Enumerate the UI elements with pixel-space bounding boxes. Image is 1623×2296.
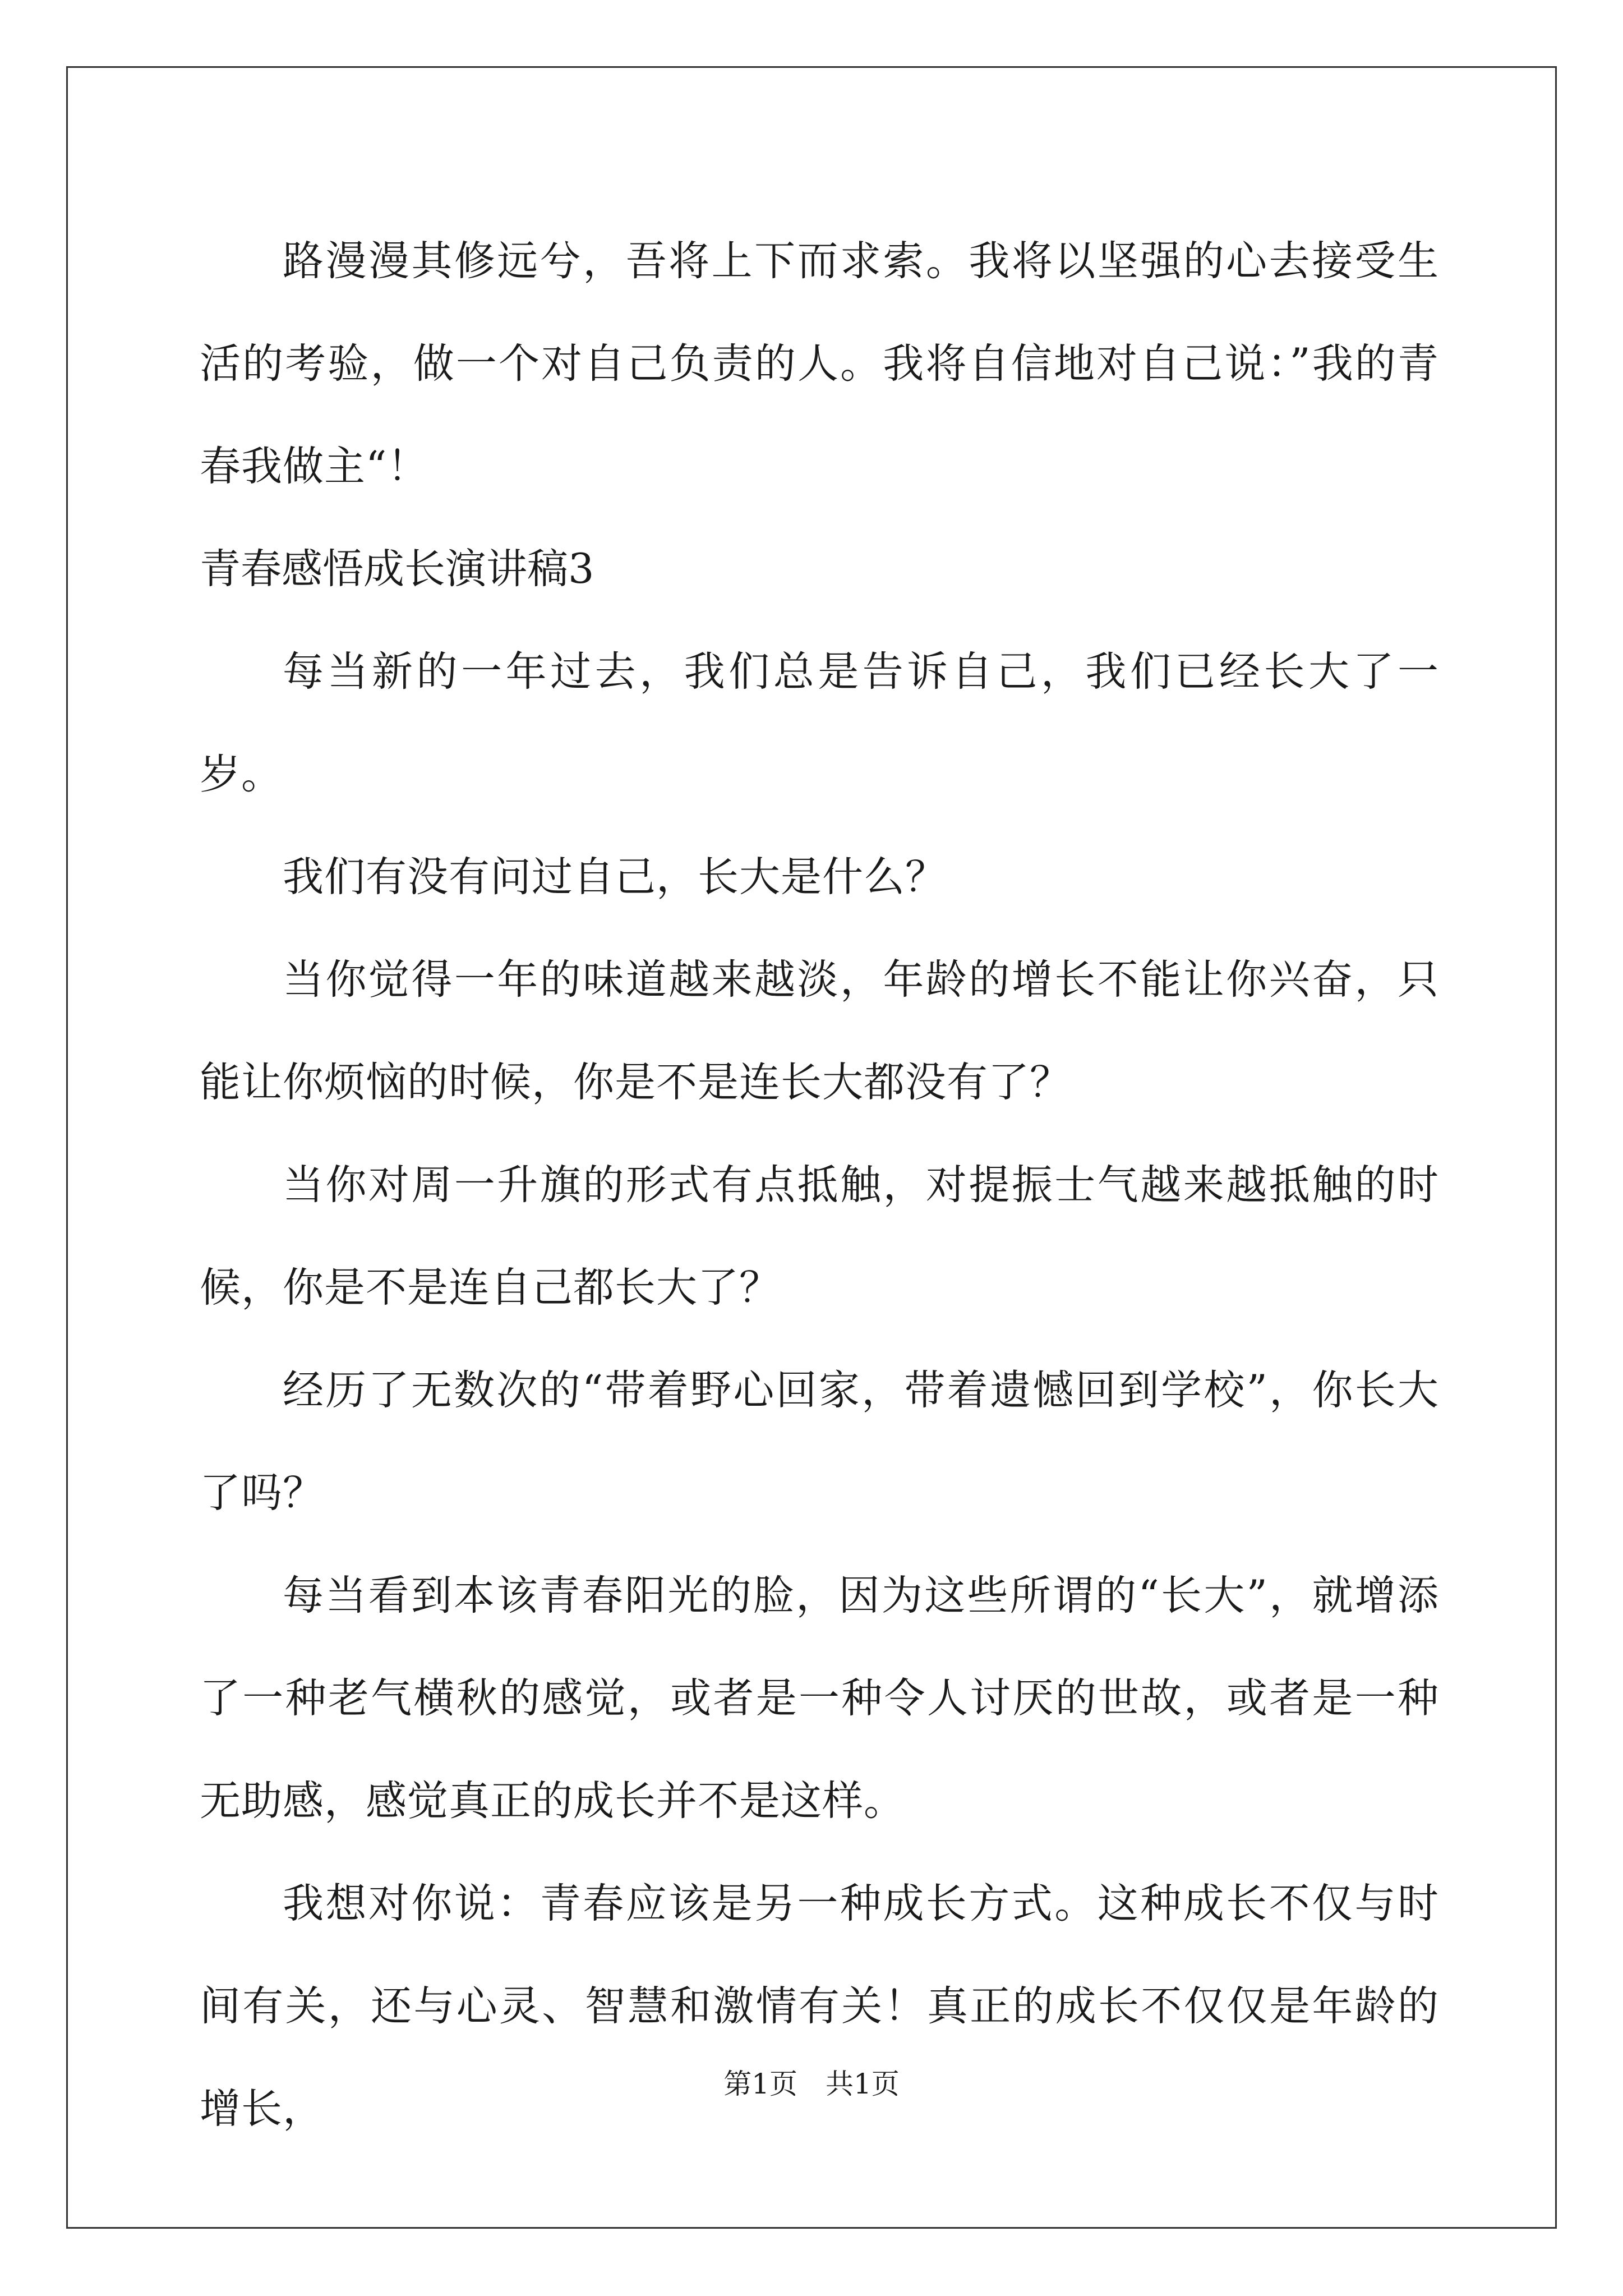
section-heading: 青春感悟成长演讲稿3 [200,545,594,593]
paragraph: 我们有没有问过自己，长大是什么？ [283,853,947,901]
page-total: 共1页 [826,2068,900,2100]
paragraph: 当你对周一升旗的形式有点抵触，对提振士气越来越抵触的时候，你是不是连自己都长大了？ [200,1161,1439,1312]
paragraph: 每当看到本该青春阳光的脸，因为这些所谓的“长大”，就增添了一种老气横秋的感觉，或者是一种令人讨厌的世故，或者是一种无助感，感觉真正的成长并不是这样。 [200,1572,1439,1825]
paragraph: 经历了无数次的“带着野心回家，带着遗憾回到学校”，你长大了吗？ [200,1366,1439,1517]
paragraph: 当你觉得一年的味道越来越淡，年龄的增长不能让你兴奋，只能让你烦恼的时候，你是不是连长大都没有了？ [200,956,1439,1106]
page-footer [0,2064,1623,2104]
document-body [200,210,1439,2160]
page-number: 第1页 [723,2068,797,2100]
paragraph: 每当新的一年过去，我们总是告诉自己，我们已经长大了一岁。 [200,648,1439,798]
paragraph: 路漫漫其修远兮，吾将上下而求索。我将以坚强的心去接受生活的考验，做一个对自己负责的人。我将自信地对自己说：”我的青春我做主“！ [200,237,1439,490]
paragraph: 我想对你说：青春应该是另一种成长方式。这种成长不仅与时间有关，还与心灵、智慧和激情有关！真正的成长不仅仅是年龄的增长， [200,1880,1439,2133]
